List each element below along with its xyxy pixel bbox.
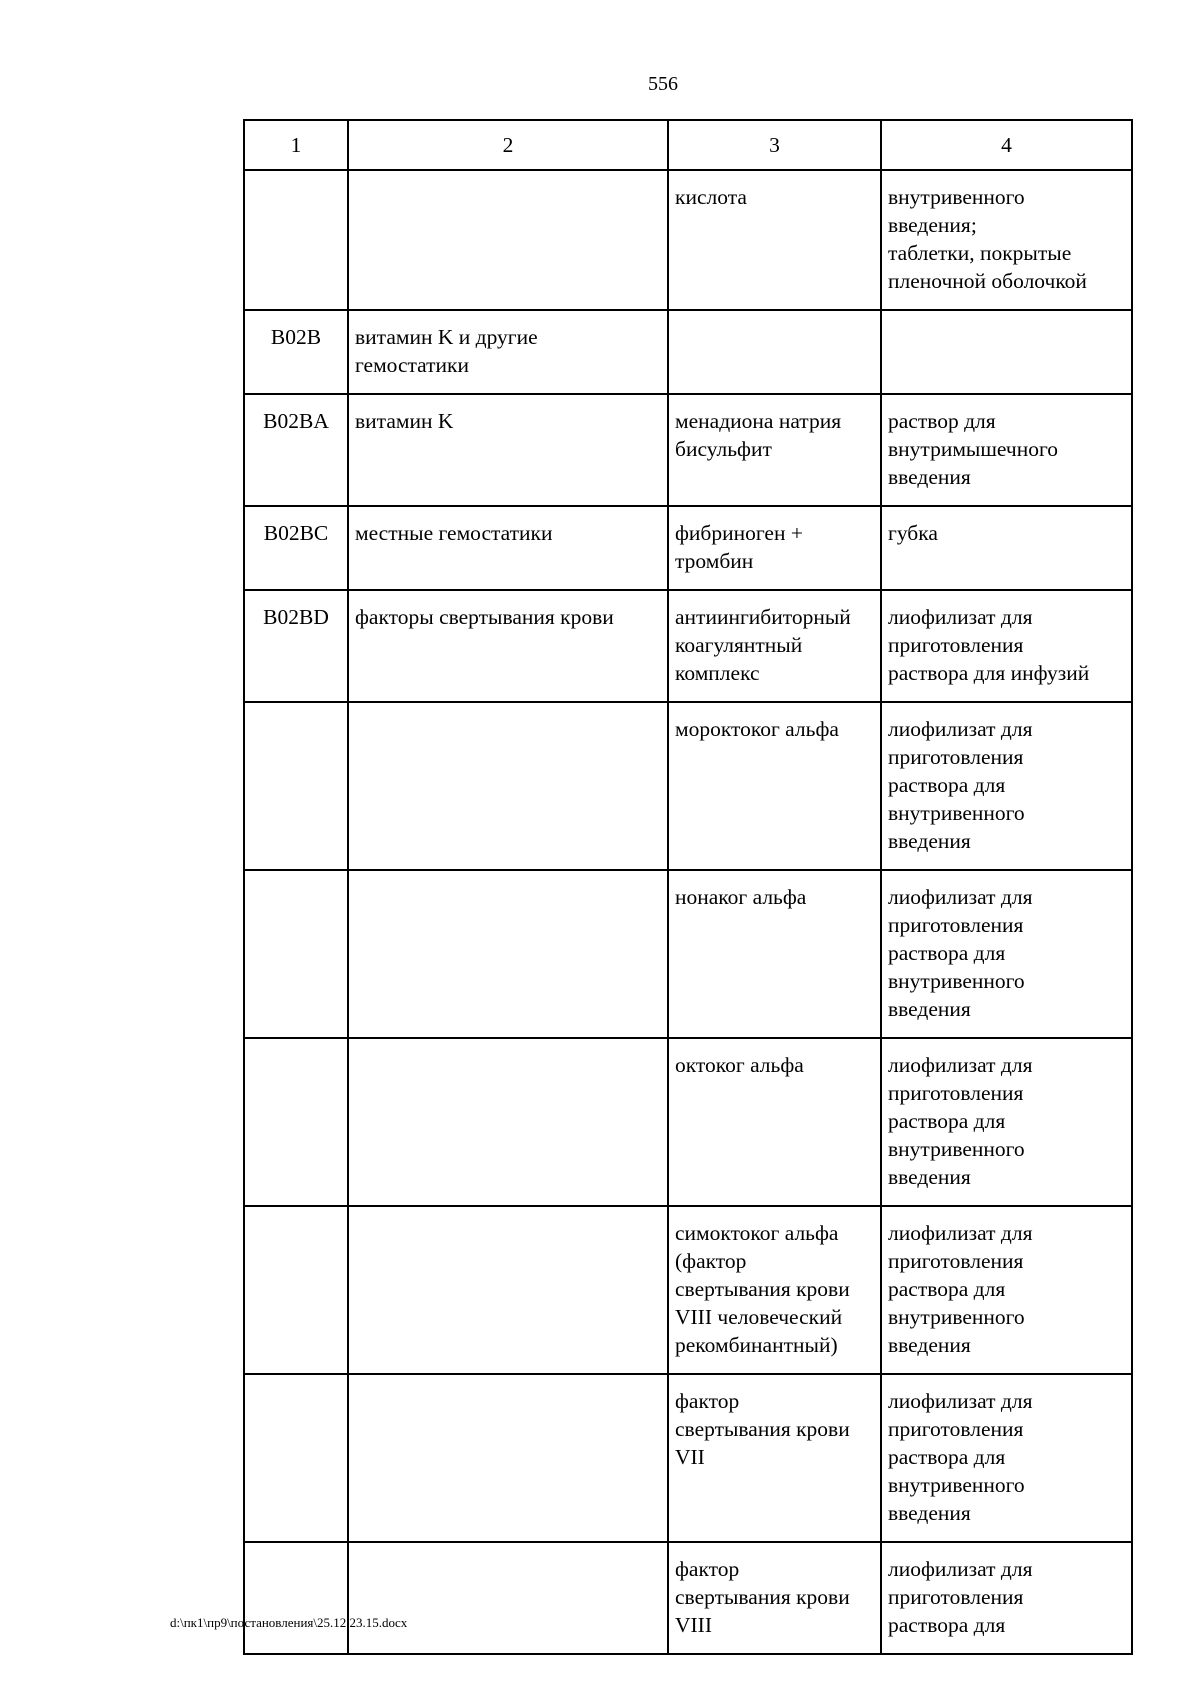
table-row xyxy=(244,1206,1132,1374)
atc-code-cell xyxy=(244,870,348,1038)
header-cell-4: 4 xyxy=(881,120,1132,170)
page-number: 556 xyxy=(648,73,678,95)
drug-name-cell: кислота xyxy=(668,170,881,310)
atc-code-cell xyxy=(244,1374,348,1542)
group-name-cell xyxy=(348,1542,668,1654)
dosage-form-cell xyxy=(881,310,1132,394)
dosage-form-cell: лиофилизат для приготовления раствора для внутривенного введения xyxy=(881,1374,1132,1542)
dosage-form-cell: лиофилизат для приготовления раствора для внутривенного введения xyxy=(881,702,1132,870)
table-row xyxy=(244,590,1132,702)
drug-table xyxy=(243,119,1133,1655)
drug-name-cell xyxy=(668,310,881,394)
drug-name-cell: менадиона натрия бисульфит xyxy=(668,394,881,506)
dosage-form-cell: губка xyxy=(881,506,1132,590)
table-row xyxy=(244,870,1132,1038)
group-name-cell: факторы свертывания крови xyxy=(348,590,668,702)
group-name-cell xyxy=(348,1206,668,1374)
atc-code-cell: B02BC xyxy=(244,506,348,590)
atc-code-cell xyxy=(244,170,348,310)
group-name-cell xyxy=(348,1374,668,1542)
table-row xyxy=(244,394,1132,506)
dosage-form-cell: раствор для внутримышечного введения xyxy=(881,394,1132,506)
table-row xyxy=(244,1542,1132,1654)
dosage-form-cell: лиофилизат для приготовления раствора для инфузий xyxy=(881,590,1132,702)
atc-code-cell: B02B xyxy=(244,310,348,394)
group-name-cell: витамин K и другие гемостатики xyxy=(348,310,668,394)
atc-code-cell xyxy=(244,1542,348,1654)
table-row xyxy=(244,1374,1132,1542)
drug-name-cell: мороктоког альфа xyxy=(668,702,881,870)
header-cell-2: 2 xyxy=(348,120,668,170)
drug-name-cell: симоктоког альфа (фактор свертывания крови VIII человеческий рекомбинантный) xyxy=(668,1206,881,1374)
group-name-cell: витамин K xyxy=(348,394,668,506)
table-row xyxy=(244,506,1132,590)
atc-code-cell xyxy=(244,702,348,870)
drug-name-cell: фибриноген + тромбин xyxy=(668,506,881,590)
dosage-form-cell: лиофилизат для приготовления раствора для внутривенного введения xyxy=(881,1038,1132,1206)
header-cell-3: 3 xyxy=(668,120,881,170)
drug-name-cell: нонаког альфа xyxy=(668,870,881,1038)
group-name-cell xyxy=(348,702,668,870)
dosage-form-cell: лиофилизат для приготовления раствора для xyxy=(881,1542,1132,1654)
drug-name-cell: фактор свертывания крови VIII xyxy=(668,1542,881,1654)
table-row xyxy=(244,310,1132,394)
drug-name-cell: антиингибиторный коагулянтный комплекс xyxy=(668,590,881,702)
atc-code-cell: B02BD xyxy=(244,590,348,702)
table-row xyxy=(244,170,1132,310)
table-row xyxy=(244,1038,1132,1206)
atc-code-cell xyxy=(244,1038,348,1206)
group-name-cell xyxy=(348,170,668,310)
group-name-cell xyxy=(348,1038,668,1206)
group-name-cell: местные гемостатики xyxy=(348,506,668,590)
drug-name-cell: фактор свертывания крови VII xyxy=(668,1374,881,1542)
atc-code-cell xyxy=(244,1206,348,1374)
drug-name-cell: октоког альфа xyxy=(668,1038,881,1206)
group-name-cell xyxy=(348,870,668,1038)
atc-code-cell: B02BA xyxy=(244,394,348,506)
header-cell-1: 1 xyxy=(244,120,348,170)
file-path-footer: d:\пк1\пр9\постановления\25.12.23.15.docx xyxy=(170,1615,408,1630)
dosage-form-cell: внутривенного введения; таблетки, покрытые пленочной оболочкой xyxy=(881,170,1132,310)
table-row xyxy=(244,702,1132,870)
dosage-form-cell: лиофилизат для приготовления раствора для внутривенного введения xyxy=(881,1206,1132,1374)
table-header-row xyxy=(244,120,1132,170)
dosage-form-cell: лиофилизат для приготовления раствора для внутривенного введения xyxy=(881,870,1132,1038)
